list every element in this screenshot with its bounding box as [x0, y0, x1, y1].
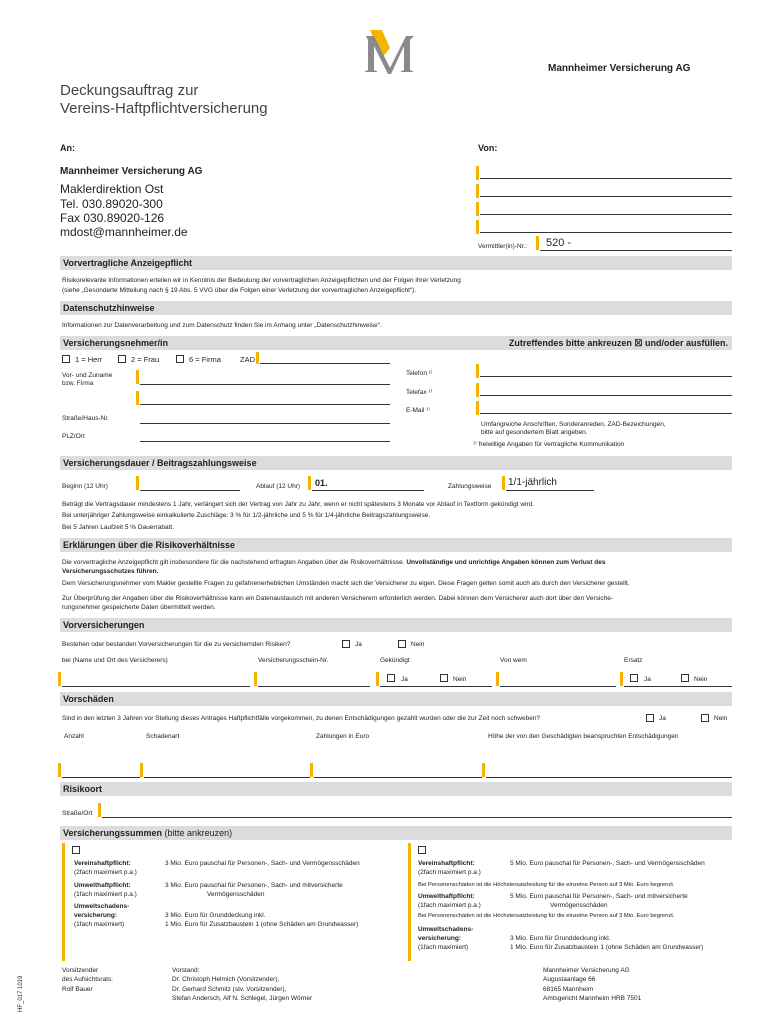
zahlungsweise-field — [506, 490, 594, 491]
schaeden-col-schadenart: Schadenart — [146, 733, 180, 740]
risiko-text-2: Dem Versicherungsnehmer vom Makler gestellte Fragen zu gefahrenerheblichen Umständen macht sich der Versicherer zu eigen. Diese Fragen gelten somit auch als durch den Versicherer gestellt. — [62, 580, 630, 587]
form-code: HF_017 1019 — [18, 975, 24, 1012]
right-uh-value-1: 5 Mio. Euro pauschal für Personen-, Sach- und mitversicherte — [510, 893, 688, 900]
strasse-field[interactable] — [140, 423, 390, 424]
right-us-value-2: 1 Mio. Euro für Zusatzbaustein 1 (ohne Schäden am Grundwasser) — [510, 944, 704, 951]
left-us-value-1: 3 Mio. Euro für Grunddeckung inkl. — [165, 912, 266, 919]
frau-label: 2 = Frau — [131, 355, 160, 364]
schaeden-col-anzahl: Anzahl — [64, 733, 84, 740]
dauer-text-3: Bei 5 Jahren Laufzeit 5 % Dauerrabatt. — [62, 524, 175, 531]
vn-footnote: ¹⁾ freiwillige Angaben für vertragliche Kommunikation — [473, 441, 625, 448]
telefon-field[interactable] — [480, 376, 732, 377]
left-option-checkbox[interactable] — [72, 846, 80, 854]
herr-checkbox[interactable] — [62, 355, 70, 363]
right-option-checkbox[interactable] — [418, 846, 426, 854]
vorvers-nein-checkbox[interactable] — [398, 640, 406, 648]
gekuendigt-nein-checkbox[interactable] — [440, 674, 448, 682]
section-risikoort: Risikoort — [60, 782, 732, 796]
section-vorversicherungen: Vorversicherungen — [60, 618, 732, 632]
ablauf-label: Ablauf (12 Uhr) — [256, 483, 301, 490]
anzahl-field[interactable] — [62, 777, 140, 778]
left-us-label-1: Umweltschadens- — [74, 903, 130, 910]
left-vh-label: Vereinshaftpflicht: — [74, 860, 131, 867]
name-label-1: Vor- und Zuname — [62, 372, 113, 379]
right-vh-sub: (2fach maximiert p.a.) — [418, 869, 481, 876]
schadenart-field[interactable] — [144, 777, 310, 778]
section-versicherungsdauer: Versicherungsdauer / Beitragszahlungsweise — [60, 456, 732, 470]
summen-title: Versicherungssummen — [63, 828, 163, 838]
right-us-label-1: Umweltschadens- — [418, 926, 474, 933]
page-title-line1: Deckungsauftrag zur — [60, 82, 199, 99]
section-vorschaeden: Vorschäden — [60, 692, 732, 706]
dauer-text-2: Bei unterjähriger Zahlungsweise einkalkulierte Zuschläge: 3 % für 1/2-jährliche und 5 % für 1/4-jährliche Beitragszahlungsweise. — [62, 512, 431, 519]
an-label: An: — [60, 143, 75, 153]
telefon-label: Telefon ¹⁾ — [406, 370, 433, 377]
vn-hint: Zutreffendes bitte ankreuzen ☒ und/oder ausfüllen. — [508, 338, 728, 348]
right-uh-sub: (1fach maximiert p.a.) — [418, 902, 481, 909]
field-marker — [476, 166, 479, 180]
field-marker — [476, 202, 479, 216]
footer-vorstand-line: Dr. Gerhard Schmitz (stv. Vorsitzender), — [172, 985, 287, 993]
recipient-fax: Fax 030.89020-126 — [60, 211, 165, 225]
zahlungen-field[interactable] — [314, 777, 482, 778]
section-versicherungssummen — [60, 826, 732, 840]
left-option-marker — [62, 843, 65, 961]
name-label-2: bzw. Firma — [62, 380, 94, 387]
footer-company-line: Amtsgericht Mannheim HRB 7501 — [543, 995, 642, 1003]
footer-aufsichtsrat-line: des Aufsichtsrats: — [62, 976, 113, 984]
gekuendigt-line — [380, 686, 492, 687]
footer-company-line: Mannheimer Versicherung AG — [543, 967, 630, 974]
vorvers-col-von-wem: Von wem — [500, 657, 527, 664]
right-us-value-1: 3 Mio. Euro für Grunddeckung inkl. — [510, 935, 611, 942]
field-marker — [310, 763, 313, 777]
footer-company-line: 68165 Mannheim — [543, 985, 594, 993]
telefax-field[interactable] — [480, 395, 732, 396]
ablauf-field — [312, 490, 424, 491]
field-marker — [476, 364, 479, 378]
vorvers-col-nr: Versicherungsschein-Nr. — [258, 657, 329, 664]
vn-note-1: Umfangreiche Anschriften, Sonderanreden, ZAD-Bezeichungen, — [481, 421, 666, 428]
gekuendigt-ja-checkbox[interactable] — [387, 674, 395, 682]
vermittler-line — [540, 250, 732, 251]
section-datenschutz: Datenschutzhinweise — [60, 301, 732, 315]
sender-line-1[interactable] — [480, 178, 732, 179]
risiko-text-1c: Versicherungsschutzes führen. — [62, 568, 159, 575]
field-marker — [136, 476, 139, 490]
risiko-text-4: rungsnehmer gespeicherte Daten übermittelt werden. — [62, 604, 216, 611]
datenschutz-text: Informationen zur Datenverarbeitung und zum Datenschutz finden Sie im Anhang unter „Datenschutzhinweise“. — [62, 322, 382, 329]
recipient-tel: Tel. 030.89020-300 — [60, 197, 163, 211]
vorvers-nein-label: Nein — [411, 641, 425, 648]
vorvers-question: Bestehen oder bestanden Vorversicherungen für die zu versichernden Risiken? — [62, 641, 291, 648]
field-marker — [476, 184, 479, 198]
plz-label: PLZ/Ort — [62, 433, 85, 440]
name-field[interactable] — [140, 384, 390, 385]
vorvers-ja-checkbox[interactable] — [342, 640, 350, 648]
field-marker — [58, 672, 61, 686]
gekuendigt-nein-label: Nein — [453, 676, 467, 683]
page-title-line2: Vereins-Haftpflichtversicherung — [60, 100, 268, 117]
right-uh-label: Umwelthaftpflicht: — [418, 893, 475, 900]
left-uh-label: Umwelthaftpflicht: — [74, 882, 131, 889]
footer-vorstand-line: Vorstand: — [172, 967, 200, 974]
email-label: E-Mail ¹⁾ — [406, 407, 430, 414]
vorvers-col-gekuendigt: Gekündigt — [380, 657, 410, 664]
sender-line-4[interactable] — [480, 232, 732, 233]
risikoort-label: Straße/Ort — [62, 810, 93, 817]
vermittler-label: Vermittler(in)-Nr.: — [478, 243, 528, 250]
risikoort-field[interactable] — [102, 817, 732, 818]
recipient-office: Maklerdirektion Ost — [60, 182, 164, 196]
telefax-label: Telefax ¹⁾ — [406, 389, 433, 396]
vorvers-nr-field[interactable] — [258, 686, 370, 687]
field-marker — [536, 236, 539, 250]
gekuendigt-ja-label: Ja — [401, 676, 408, 683]
vorvers-versicherer-field[interactable] — [62, 686, 250, 687]
name-field-2[interactable] — [140, 404, 390, 405]
footer-aufsichtsrat — [62, 966, 113, 994]
footer-company — [543, 966, 641, 1004]
left-us-value-2: 1 Mio. Euro für Zusatzbaustein 1 (ohne Schäden am Grundwasser) — [165, 921, 359, 928]
field-marker — [502, 476, 505, 490]
vorvers-ja-label: Ja — [355, 641, 362, 648]
summen-title-suffix: (bitte ankreuzen) — [162, 828, 233, 838]
frau-checkbox[interactable] — [118, 355, 126, 363]
right-vh-value: 5 Mio. Euro pauschal für Personen-, Sach- und Vermögensschäden — [510, 860, 705, 867]
hoehe-field[interactable] — [486, 777, 732, 778]
risiko-text-3: Zur Überprüfung der Angaben über die Risikoverhältnisse kann ein Datenaustausch mit anderen Versicherern erforderlich werden. Dabei können dem Versicherer auch dort über den Versiche- — [62, 595, 614, 602]
field-marker — [476, 383, 479, 397]
zahlungsweise-value[interactable]: 1/1-jährlich — [508, 477, 557, 488]
left-uh-value-1: 3 Mio. Euro pauschal für Personen-, Sach- und mitversicherte — [165, 882, 343, 889]
left-uh-sub: (1fach maximiert p.a.) — [74, 891, 137, 898]
sender-line-3[interactable] — [480, 214, 732, 215]
right-note-1: Bei Personenschäden ist die Höchstersatzleistung für die einzelne Person auf 3 Mio. Euro begrenzt. — [418, 882, 675, 888]
firma-checkbox[interactable] — [176, 355, 184, 363]
risiko-text-1b: Unvollständige und unrichtige Angaben können zum Verlust des — [406, 559, 606, 566]
field-marker — [98, 803, 101, 817]
schaeden-nein-label: Nein — [714, 715, 728, 722]
herr-label: 1 = Herr — [75, 355, 103, 364]
zad-label: ZAD — [240, 355, 255, 364]
footer-company-line: Augustaanlage 66 — [543, 976, 596, 984]
section-risikoverhaeltnisse: Erklärungen über die Risikoverhältnisse — [60, 538, 732, 552]
schaeden-nein-checkbox[interactable] — [701, 714, 709, 722]
left-vh-value: 3 Mio. Euro pauschal für Personen-, Sach- und Vermögensschäden — [165, 860, 360, 867]
footer-vorstand-line: Dr. Christoph Helmich (Vorsitzender), — [172, 976, 280, 984]
right-us-label-2: versicherung: — [418, 935, 461, 942]
sender-line-2[interactable] — [480, 196, 732, 197]
field-marker — [136, 370, 139, 384]
anzeigepflicht-text-1: Risikorelevante Informationen erteilen wir in Kenntnis der Bedeutung der vorvertraglichen Anzeigepflichten und der Folgen ihrer Verletzung — [62, 277, 461, 284]
field-marker — [496, 672, 499, 686]
schaeden-ja-label: Ja — [659, 715, 666, 722]
field-marker — [476, 220, 479, 234]
risiko-text-1 — [62, 559, 734, 567]
vn-title: Versicherungsnehmer/in — [63, 338, 169, 348]
section-versicherungsnehmer — [60, 336, 732, 350]
schaeden-col-zahlungen: Zahlungen in Euro — [316, 733, 370, 740]
zad-field[interactable] — [260, 363, 390, 364]
risiko-text-1a: Die vorvertragliche Anzeigepflicht gilt insbesondere für die nachstehend erfragten Angaben über die Risikoverhältnisse. — [62, 559, 407, 566]
left-vh-sub: (2fach maximiert p.a.) — [74, 869, 137, 876]
right-vh-label: Vereinshaftpflicht: — [418, 860, 475, 867]
field-marker — [136, 391, 139, 405]
footer-aufsichtsrat-line: Rolf Bauer — [62, 985, 93, 993]
right-option-marker — [408, 843, 411, 961]
zahlungsweise-label: Zahlungsweise — [448, 483, 492, 490]
field-marker — [476, 401, 479, 415]
footer-aufsichtsrat-line: Vorsitzender — [62, 967, 99, 974]
left-us-sub: (1fach maximiert) — [74, 921, 125, 928]
beginn-field[interactable] — [140, 490, 240, 491]
footer-vorstand-line: Stefan Andersch, Alf N. Schlegel, Jürgen Wörner — [172, 995, 313, 1003]
mannheimer-logo — [364, 28, 416, 74]
firma-label: 6 = Firma — [189, 355, 221, 364]
von-label: Von: — [478, 143, 498, 153]
field-marker — [256, 352, 259, 364]
schaeden-ja-checkbox[interactable] — [646, 714, 654, 722]
vermittler-value[interactable]: 520 - — [546, 237, 572, 249]
field-marker — [58, 763, 61, 777]
right-uh-value-2: Vermögensschäden — [550, 902, 608, 909]
ersatz-nein-label: Nein — [694, 676, 708, 683]
vorvers-col-ersatz: Ersatz — [624, 657, 643, 664]
company-name: Mannheimer Versicherung AG — [548, 63, 691, 74]
vn-note-2: bitte auf gesondertem Blatt angeben. — [481, 429, 588, 436]
footer-vorstand — [172, 966, 312, 1004]
field-marker — [254, 672, 257, 686]
field-marker — [482, 763, 485, 777]
schaeden-col-hoehe: Höhe der von den Geschädigten beanspruchten Entschädigungen — [488, 733, 679, 740]
email-field[interactable] — [480, 413, 732, 414]
anzeigepflicht-text-2: (siehe „Gesonderte Mitteilung nach § 19 Abs. 5 VVG über die Folgen einer Verletzung der vorvertraglichen Anzeigepflicht“). — [62, 287, 417, 294]
ersatz-ja-checkbox[interactable] — [630, 674, 638, 682]
ersatz-ja-label: Ja — [644, 676, 651, 683]
vorvers-col-versicherer: bei (Name und Ort des Versicherers) — [62, 657, 168, 664]
beginn-label: Beginn (12 Uhr) — [62, 483, 108, 490]
ersatz-nein-checkbox[interactable] — [681, 674, 689, 682]
field-marker — [140, 763, 143, 777]
field-marker — [308, 476, 311, 490]
field-marker — [376, 672, 379, 686]
dauer-text-1: Beträgt die Vertragsdauer mindestens 1 Jahr, verlängert sich der Vertrag von Jahr zu Jahr, wenn er nicht spätestens 3 Monate vor Ablauf in Textform gekündigt wird. — [62, 501, 535, 508]
section-anzeigepflicht: Vorvertragliche Anzeigepflicht — [60, 256, 732, 270]
field-marker — [620, 672, 623, 686]
ersatz-line — [624, 686, 732, 687]
right-note-2: Bei Personenschäden ist die Höchstersatzleistung für die einzelne Person auf 3 Mio. Euro begrenzt. — [418, 913, 675, 919]
right-us-sub: (1fach maximiert) — [418, 944, 469, 951]
von-wem-field[interactable] — [500, 686, 616, 687]
recipient-company: Mannheimer Versicherung AG — [60, 166, 203, 177]
schaeden-question: Sind in den letzten 3 Jahren vor Stellung dieses Antrages Haftpflichtfälle vorgekommen, zu denen Entschädigungen gezahlt wurden oder die zur Zeit noch schweben? — [62, 715, 541, 722]
strasse-label: Straße/Haus-Nr. — [62, 415, 109, 422]
recipient-email: mdost@mannheimer.de — [60, 225, 188, 239]
left-us-label-2: versicherung: — [74, 912, 117, 919]
plz-field[interactable] — [140, 441, 390, 442]
left-uh-value-2: Vermögensschäden — [207, 891, 265, 898]
ablauf-value[interactable]: 01. — [315, 478, 328, 488]
